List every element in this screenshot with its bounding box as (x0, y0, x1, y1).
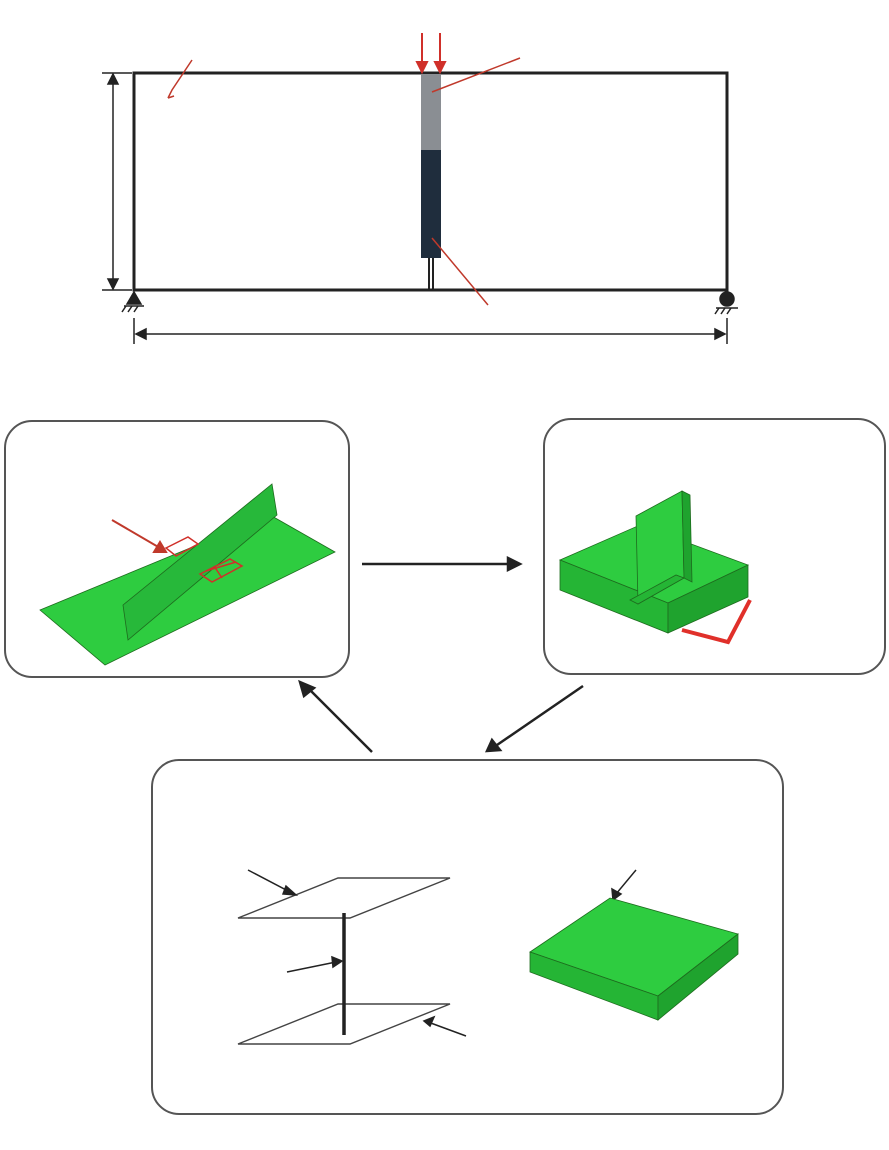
cohesive-plate (530, 898, 738, 1020)
arrow-step3-to-step1 (300, 682, 372, 752)
arrow-step2-to-step3 (487, 686, 583, 751)
key-region-arrow (112, 520, 166, 552)
global-model (40, 484, 335, 665)
local-model (560, 491, 748, 633)
skin-arrow (424, 1017, 466, 1036)
stringer-arrow (248, 870, 296, 895)
arrow-step1-to-step2 (362, 558, 520, 570)
discrete-arrow (287, 957, 342, 972)
cohesive-arrow (612, 870, 636, 900)
